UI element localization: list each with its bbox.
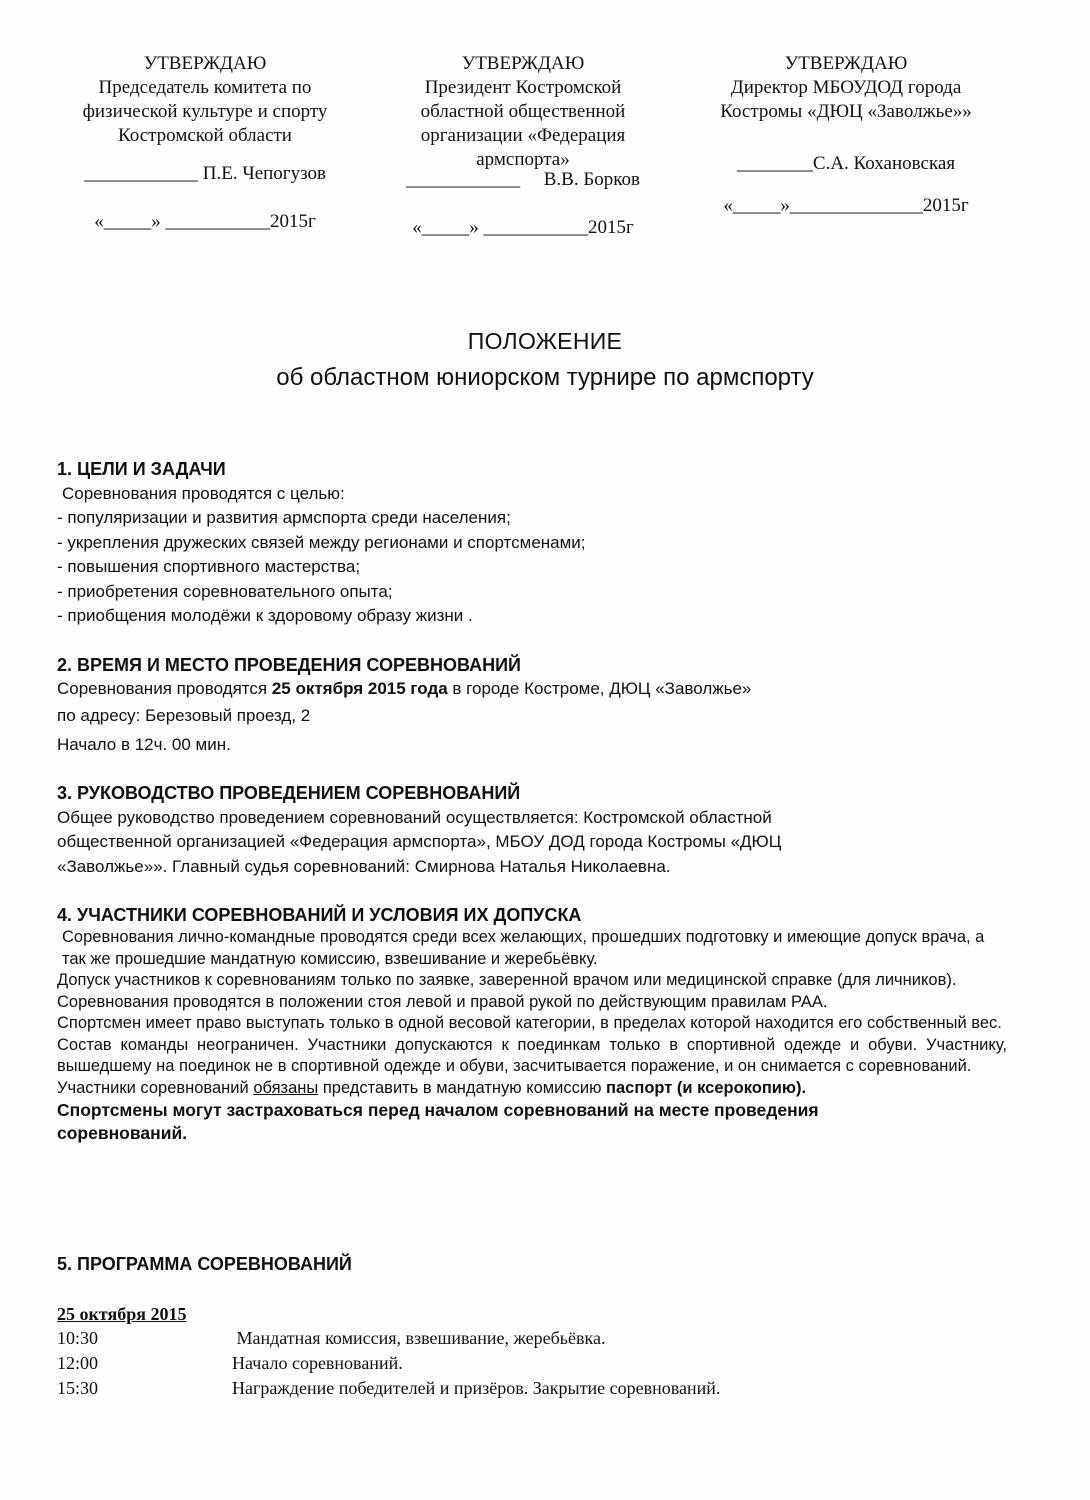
- approval-signature: ________С.А. Кохановская: [736, 153, 956, 174]
- paragraph: Состав команды неограничен. Участники допускаются к поединкам только в спортивной одежде и обуви. Участнику, вышедшему на поединок не в спортивной одежде и обуви, засчитывается поражение, и он снимается с соревнований.: [57, 1035, 1007, 1075]
- schedule-event: Мандатная комиссия, взвешивание, жеребьёвка.: [232, 1328, 606, 1348]
- section-goals: [57, 457, 1012, 629]
- approval-line: Президент Костромской: [424, 77, 622, 98]
- approval-line: физической культуре и спорту: [82, 101, 328, 122]
- text-run: представить в мандатную комиссию: [318, 1078, 607, 1097]
- schedule-time: 10:30: [57, 1328, 99, 1348]
- approval-signature: ____________ В.В. Борков: [406, 169, 640, 190]
- schedule-row: [57, 1376, 957, 1401]
- section-heading: 3. РУКОВОДСТВО ПРОВЕДЕНИЕМ СОРЕВНОВАНИЙ: [57, 783, 521, 803]
- list-item: - укрепления дружеских связей между регионами и спортсменами;: [57, 532, 586, 552]
- approval-block-federation: [378, 52, 668, 240]
- section-line: [57, 677, 1012, 701]
- paragraph: [57, 1078, 1007, 1100]
- approval-block-director: [696, 52, 996, 218]
- text-run: в городе Костроме, ДЮЦ «Заволжье»: [447, 679, 752, 698]
- schedule-time: 12:00: [57, 1353, 99, 1373]
- start-time-line: Начало в 12ч. 00 мин.: [57, 735, 231, 754]
- program-schedule: [57, 1303, 957, 1401]
- section-intro: Соревнования проводятся с целью:: [62, 483, 345, 503]
- schedule-event: Начало соревнований.: [232, 1353, 403, 1373]
- approval-date: «_____»______________2015г: [723, 195, 969, 216]
- paragraph: Соревнования лично-командные проводятся среди всех желающих, прошедших подготовку и имеющие допуск врача, а так же прошедшие мандатную комиссию, взвешивание и жеребьёвку.: [62, 928, 985, 968]
- section-heading: 4. УЧАСТНИКИ СОРЕВНОВАНИЙ И УСЛОВИЯ ИХ ДОПУСКА: [57, 905, 582, 925]
- approval-line: Костромской области: [118, 125, 292, 146]
- list-item: - приобщения молодёжи к здоровому образу жизни .: [57, 606, 473, 625]
- approval-line: Директор МБОУДОД города: [730, 77, 962, 98]
- schedule-row: [57, 1351, 957, 1376]
- approval-line: Костромы «ДЮЦ «Заволжье»»: [720, 101, 972, 122]
- approval-heading: УТВЕРЖДАЮ: [461, 53, 585, 74]
- section-line: Общее руководство проведением соревнований осуществляется: Костромской областной: [57, 807, 772, 827]
- section-management: [57, 781, 1012, 879]
- event-date: 25 октября 2015 года: [271, 679, 448, 698]
- section-heading: 2. ВРЕМЯ И МЕСТО ПРОВЕДЕНИЯ СОРЕВНОВАНИЙ: [57, 655, 521, 675]
- list-item: - повышения спортивного мастерства;: [57, 557, 361, 576]
- section-participants: [57, 903, 1007, 1145]
- insurance-note: Спортсмены могут застраховаться перед началом соревнований на месте проведения соревнований.: [57, 1100, 819, 1143]
- bold-text: паспорт (и ксерокопию).: [606, 1078, 807, 1097]
- approval-line: организации «Федерация: [420, 125, 626, 146]
- list-item: - приобретения соревновательного опыта;: [57, 581, 393, 601]
- approval-line: армспорта»: [476, 149, 570, 170]
- section-heading: 1. ЦЕЛИ И ЗАДАЧИ: [57, 459, 226, 479]
- section-time-place: [57, 653, 1012, 759]
- approval-date: «_____» ___________2015г: [94, 211, 316, 232]
- underlined-word: обязаны: [253, 1078, 319, 1097]
- section-heading: 5. ПРОГРАММА СОРЕВНОВАНИЙ: [57, 1254, 352, 1274]
- list-item: - популяризации и развития армспорта среди населения;: [57, 508, 511, 527]
- document-subtitle: об областном юниорском турнире по армспорту: [276, 364, 814, 391]
- text-run: Участники соревнований: [57, 1078, 254, 1097]
- schedule-time: 15:30: [57, 1378, 99, 1398]
- schedule-row: [57, 1326, 957, 1351]
- approval-heading: УТВЕРЖДАЮ: [784, 53, 908, 74]
- section-line: общественной организацией «Федерация армспорта», МБОУ ДОД города Костромы «ДЮЦ: [57, 832, 782, 851]
- approval-signature: ____________ П.Е. Чепогузов: [84, 163, 326, 184]
- approval-line: областной общественной: [420, 101, 626, 122]
- schedule-date: 25 октября 2015: [57, 1304, 187, 1324]
- paragraph: Спортсмен имеет право выступать только в одной весовой категории, в пределах которой находится его собственный вес.: [57, 1014, 1002, 1032]
- address-line: по адресу: Березовый проезд, 2: [57, 706, 311, 725]
- approval-heading: УТВЕРЖДАЮ: [143, 53, 267, 74]
- section-line: «Заволжье»». Главный судья соревнований: Смирнова Наталья Николаевна.: [57, 856, 671, 876]
- text-run: Соревнования проводятся: [57, 679, 272, 698]
- approval-line: Председатель комитета по: [98, 77, 312, 98]
- section-program: [57, 1252, 1012, 1277]
- document-title: ПОЛОЖЕНИЕ: [467, 328, 623, 354]
- approval-date: «_____» ___________2015г: [412, 217, 634, 238]
- schedule-event: Награждение победителей и призёров. Закрытие соревнований.: [232, 1378, 721, 1398]
- paragraph: Допуск участников к соревнованиям только по заявке, заверенной врачом или медицинской справке (для личников). Соревнования проводятся в положении стоя левой и правой рукой по действующим правилам РАА.: [57, 971, 957, 1011]
- approval-block-committee: [60, 52, 350, 234]
